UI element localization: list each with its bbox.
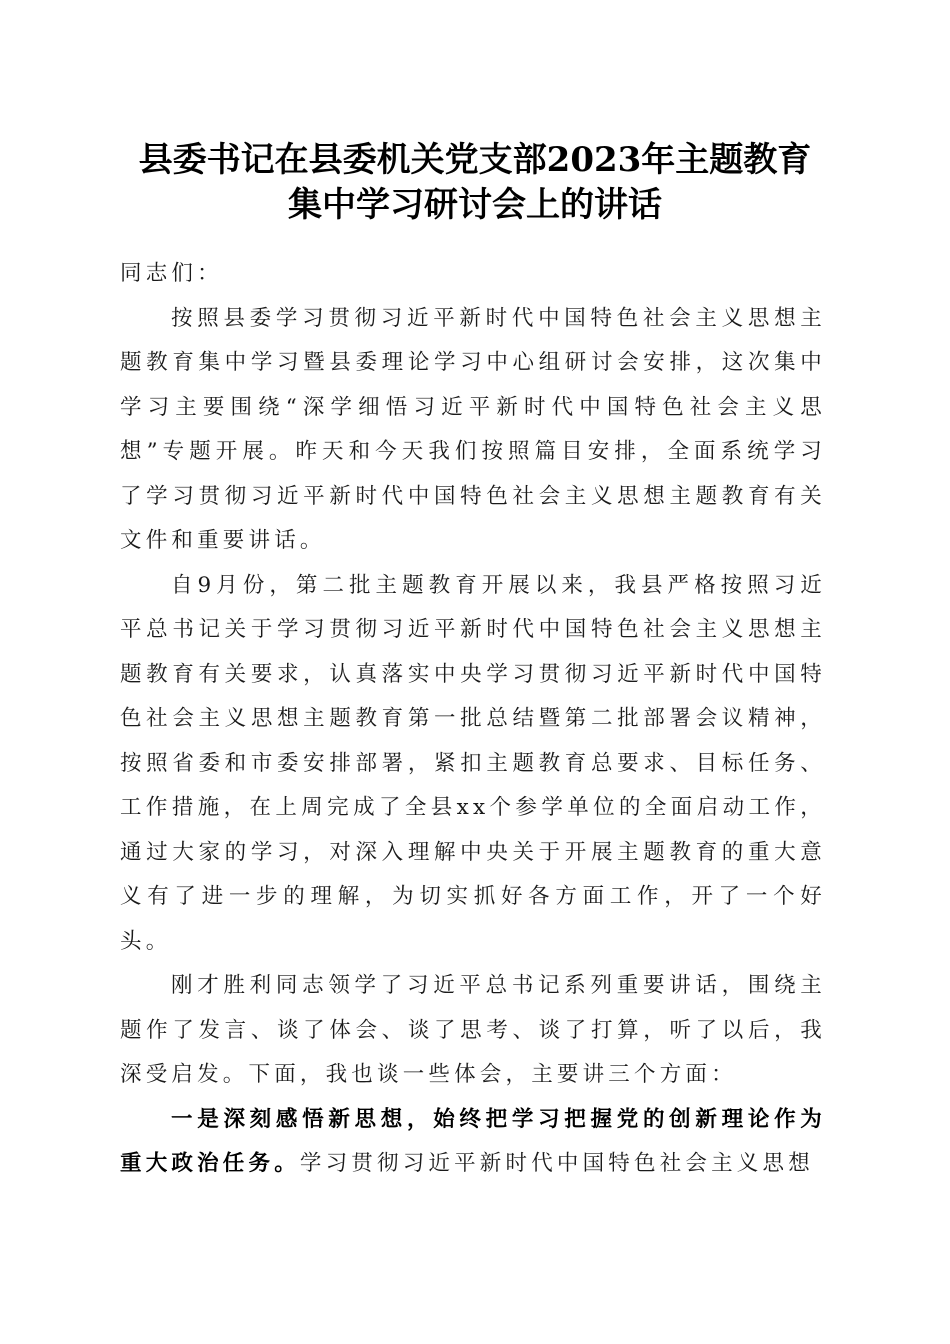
point-one-heading: 一是深刻感悟新思想，始终把学习把握党的创新理论作为重大政治任务。 (120, 1106, 826, 1176)
document-body (120, 252, 826, 1187)
point-one-text: 学习贯彻习近平新时代中国特色社会主义思想 (299, 1151, 814, 1176)
salutation: 同志们： (120, 261, 223, 286)
paragraph-1: 按照县委学习贯彻习近平新时代中国特色社会主义思想主题教育集中学习暨县委理论学习中心组研讨会安排，这次集中学习主要围绕“深学细悟习近平新时代中国特色社会主义思想”专题开展。昨天和今天我们按照篇目安排，全面系统学习了学习贯彻习近平新时代中国特色社会主义思想主题教育有关文件和重要讲话。 (120, 305, 826, 553)
title-line-1: 县委书记在县委机关党支部2023年主题教育 (138, 140, 812, 180)
paragraph-2: 自9月份，第二批主题教育开展以来，我县严格按照习近平总书记关于学习贯彻习近平新时代中国特色社会主义思想主题教育有关要求，认真落实中央学习贯彻习近平新时代中国特色社会主义思想主题教育第一批总结暨第二批部署会议精神，按照省委和市委安排部署，紧扣主题教育总要求、目标任务、工作措施，在上周完成了全县xx个参学单位的全面启动工作，通过大家的学习，对深入理解中央关于开展主题教育的重大意义有了进一步的理解，为切实抓好各方面工作，开了一个好头。 (120, 572, 826, 954)
title-line-2: 集中学习研讨会上的讲话 (288, 185, 662, 225)
paragraph-3: 刚才胜利同志领学了习近平总书记系列重要讲话，围绕主题作了发言、谈了体会、谈了思考、谈了打算，听了以后，我深受启发。下面，我也谈一些体会，主要讲三个方面： (120, 973, 826, 1087)
paragraph-4 (120, 1098, 826, 1187)
document-title (90, 138, 860, 228)
